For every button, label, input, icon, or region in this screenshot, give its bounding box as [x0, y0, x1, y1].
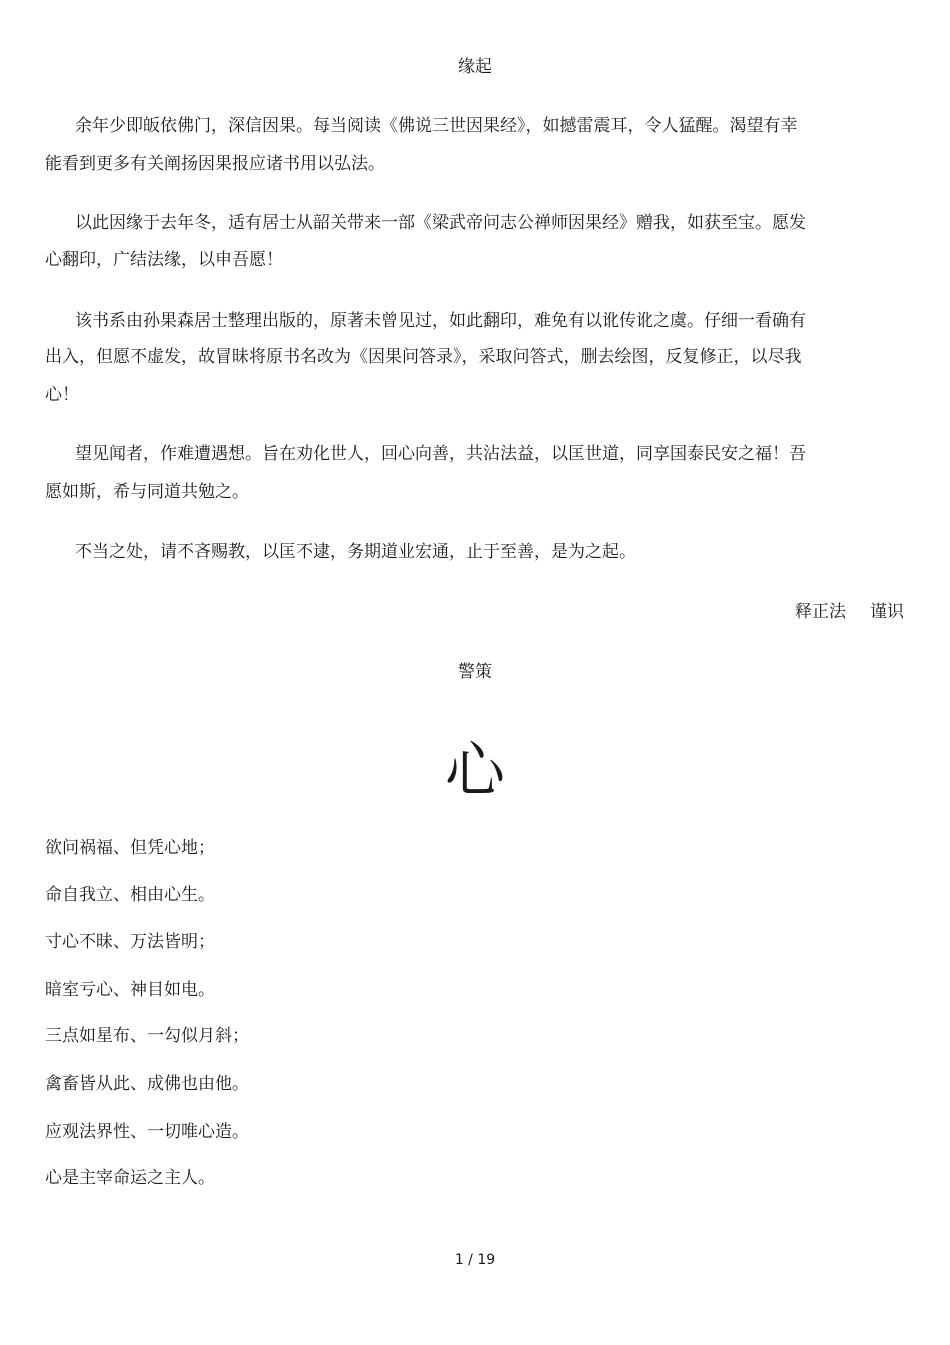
heart-character: 心 — [445, 736, 505, 806]
verse-line: 暗室亏心、神目如电。 — [45, 980, 215, 1000]
page-number: 1 / 19 — [454, 1252, 496, 1268]
signature-name: 释正法 — [795, 602, 846, 622]
paragraph-line: 望见闻者，作难遭遇想。旨在劝化世人，回心向善，共沾法益，以匡世道，同享国泰民安之福！吾 — [75, 444, 806, 464]
paragraph-line: 不当之处，请不吝赐教，以匡不逮，务期道业宏通，止于至善，是为之起。 — [75, 542, 636, 562]
section-title-origin: 缘起 — [458, 57, 492, 77]
paragraph-line: 该书系由孙果森居士整理出版的，原著未曾见过，如此翻印，难免有以讹传讹之虞。仔细一看确有 — [75, 311, 806, 331]
paragraph-line: 愿如斯，希与同道共勉之。 — [45, 482, 249, 502]
verse-line: 三点如星布、一勾似月斜； — [45, 1026, 249, 1046]
section-title-admonition: 警策 — [458, 662, 492, 682]
paragraph-line: 心翻印，广结法缘，以申吾愿！ — [45, 250, 283, 270]
paragraph-line: 余年少即皈依佛门，深信因果。每当阅读《佛说三世因果经》，如撼雷震耳，令人猛醒。渴望有幸 — [75, 116, 798, 136]
signature — [795, 601, 904, 623]
paragraph-line: 心！ — [45, 385, 79, 405]
verse-line: 寸心不昧、万法皆明； — [45, 932, 215, 952]
paragraph-line: 能看到更多有关阐扬因果报应诸书用以弘法。 — [45, 154, 385, 174]
signature-suffix: 谨识 — [870, 602, 904, 622]
verse-line: 心是主宰命运之主人。 — [45, 1168, 215, 1188]
paragraph-line: 出入，但愿不虚发，故冒昧将原书名改为《因果问答录》，采取问答式，删去绘图，反复修正，以尽我 — [45, 347, 802, 367]
verse-line: 应观法界性、一切唯心造。 — [45, 1122, 249, 1142]
verse-line: 命自我立、相由心生。 — [45, 885, 215, 905]
paragraph-line: 以此因缘于去年冬，适有居士从韶关带来一部《梁武帝问志公禅师因果经》赠我，如获至宝。愿发 — [75, 213, 806, 233]
verse-line: 欲问祸福、但凭心地； — [45, 838, 215, 858]
verse-line: 禽畜皆从此、成佛也由他。 — [45, 1074, 249, 1094]
